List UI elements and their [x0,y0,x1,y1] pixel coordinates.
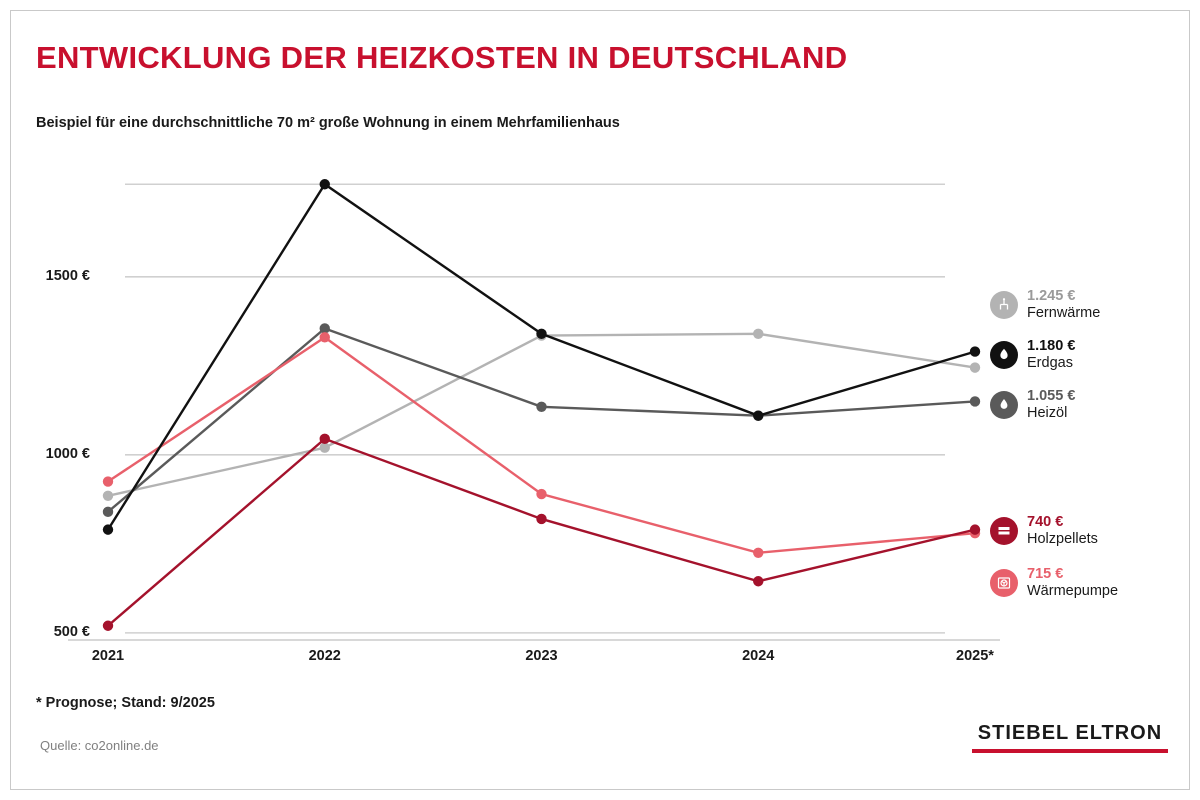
legend-label: Holzpellets [1027,531,1098,548]
legend-value: 1.180 € [1027,338,1076,354]
data-point [536,329,546,339]
data-point [320,443,330,453]
data-point [320,332,330,342]
x-tick-label: 2025* [956,648,994,664]
data-point [536,514,546,524]
brand-logo-bar [972,749,1168,753]
data-point [103,491,113,501]
series-line-heizöl [108,328,975,511]
heat-pump-icon [990,569,1018,597]
legend-value: 1.245 € [1027,288,1076,304]
series-line-fernwärme [108,334,975,496]
data-point [970,362,980,372]
legend-label: Wärmepumpe [1027,583,1119,600]
legend-item-heizöl [990,388,1075,422]
y-tick-label: 1500 € [45,267,90,284]
legend-label: Heizöl [1027,405,1068,422]
district-heating-icon [990,291,1018,319]
data-point [103,524,113,534]
brand-logo-text: STIEBEL ELTRON [977,722,1163,744]
forecast-footnote: * Prognose; Stand: 9/2025 [36,695,215,711]
legend-value: 740 € [1027,514,1064,530]
data-point [753,576,763,586]
y-tick-label: 500 € [53,623,90,640]
data-point [103,621,113,631]
data-point [753,329,763,339]
legend-label: Fernwärme [1027,305,1101,322]
legend-item-holzpellets [990,514,1098,548]
data-point [970,524,980,534]
x-tick-label: 2023 [525,648,558,664]
data-point [970,346,980,356]
x-tick-label: 2021 [91,648,125,664]
pellets-icon [990,517,1018,545]
data-point [320,323,330,333]
flame-icon [990,341,1018,369]
x-tick-label: 2022 [308,648,341,664]
legend-item-fernwärme [990,288,1100,322]
data-point [320,179,330,189]
series-line-erdgas [108,184,975,529]
data-point [753,410,763,420]
x-tick-label: 2024 [742,648,775,664]
page-title: ENTWICKLUNG DER HEIZKOSTEN IN DEUTSCHLAND [36,40,848,75]
legend-label: Erdgas [1027,355,1073,372]
legend-value: 1.055 € [1027,388,1076,404]
oil-drop-icon [990,391,1018,419]
data-point [970,396,980,406]
data-point [536,489,546,499]
legend-item-erdgas [990,338,1075,372]
data-point [320,434,330,444]
legend-item-wärmepumpe [990,566,1118,600]
legend-value: 715 € [1027,566,1064,582]
source-note: Quelle: co2online.de [40,738,159,753]
y-tick-label: 1000 € [45,445,90,462]
data-point [536,402,546,412]
data-point [103,507,113,517]
page-subtitle: Beispiel für eine durchschnittliche 70 m² große Wohnung in einem Mehrfamilienhaus [36,115,620,131]
data-point [753,548,763,558]
data-point [103,476,113,486]
brand-logo [972,722,1168,753]
